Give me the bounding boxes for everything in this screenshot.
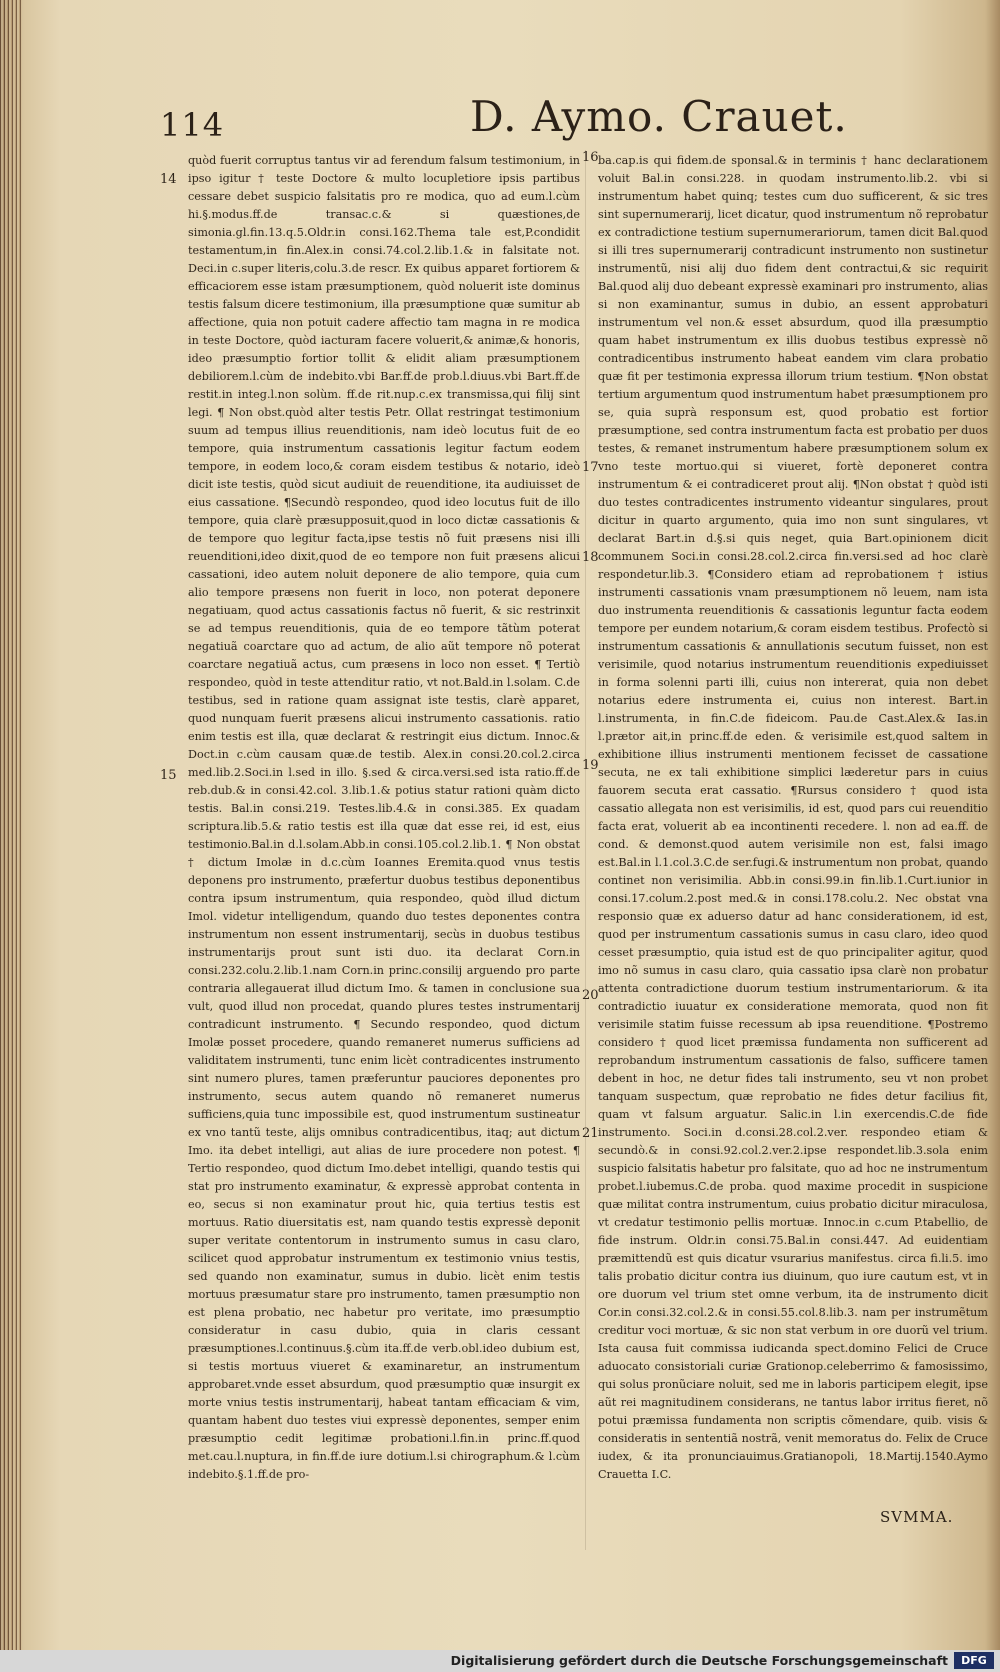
margin-number: 18 — [582, 550, 599, 565]
margin-number: 15 — [160, 768, 177, 783]
left-column — [188, 152, 580, 1484]
margin-number: 21 — [582, 1126, 599, 1141]
margin-number: 20 — [582, 988, 599, 1003]
folio-number: 114 — [160, 106, 225, 144]
footer-credit: Digitalisierung gefördert durch die Deutsche Forschungsgemeinschaft — [450, 1653, 948, 1668]
running-head: D. Aymo. Crauet. — [470, 92, 848, 141]
column-gutter — [585, 150, 586, 1550]
margin-number: 14 — [160, 172, 177, 187]
right-column — [598, 152, 988, 1484]
margin-number: 19 — [582, 758, 599, 773]
right-column-text: ba.cap.is qui fidem.de sponsal.& in terminis † hanc declarationem voluit Bal.in consi.228. in quodam instrumento.lib.2. vbi si instrumentum habet quinq; testes cum duo sufficerent, & sic tres sint supernumerarij, licet dicatur, quod instrumentum nõ reprobatur ex contradictione testium supernumerariorum, tamen dicit Bal.quod si illi tres supernumerarij contradicunt instrumento non sustinetur instrumentũ, nisi alij duo fidem dent contractui,& sic requirit Bal.quod alij duo debeant expressè examinari pro instrumento, alias si non examinantur, sumus in dubio, an essent approbaturi instrumentum vel non.& esset absurdum, quod illa præsumptio quam habet instrumentum ex illis duobus testibus expressè nõ contradicentibus instrumento habeat eandem vim clara probatio quæ fit per testimonia expressa illorum trium testium. ¶Non obstat tertium argumentum quod instrumentum habet præsumptionem pro se, quia suprà responsum est, quod probatio est fortior præsumptione, sed contra instrumentum facta est probatio per duos testes, & remanet instrumentum habere præsumptionem solum ex vno teste mortuo.qui si viueret, fortè deponeret contra instrumentum & ei contradiceret prout alij. ¶Non obstat † quòd isti duo testes contradicentes instrumento videantur singulares, prout dicitur in quarto argumento, quia imo non sunt singulares, vt declarat Bart.in d.§.si quis neget, quia Bart.opinionem dicit communem Soci.in consi.28.col.2.circa fin.versi.sed ad hoc clarè respondetur.lib.3. ¶Considero etiam ad reprobationem † istius instrumenti cassationis vnam præsumptionem nõ leuem, nam ista duo instrumenta reuenditionis & cassationis leguntur facta eodem tempore per eundem notarium,& coram eisdem testibus. Profectò si instrumentum cassationis & annullationis secutum fuisset, non est verisimile, quod notarius instrumentum reuenditionis expediuisset in forma solenni parti illi, cuius non intererat, quia non debet notarius edere instrumenta ei, cuius non interest. Bart.in l.instrumenta, in fin.C.de fideicom. Pau.de Cast.Alex.& Ias.in l.prætor ait,in princ.ff.de eden. & verisimile est,quod saltem in exhibitione illius instrumenti mentionem fecisset de cassatione secuta, ne ex tali exhibitione simplici læderetur pars in cuius fauorem secuta erat cassatio. ¶Rursus considero † quod ista cassatio allegata non est verisimilis, id est, quod pars cui reuenditio facta erat, voluerit ab ea incontinenti recedere. l. non ad ea.ff. de cond. & demonst.quod autem verisimile non est, falsi imago est.Bal.in l.1.col.3.C.de ser.fugi.& instrumentum non probat, quando continet non verisimilia. Abb.in consi.99.in fin.lib.1.Curt.iunior in consi.17.colum.2.post med.& in consi.178.colu.2. Nec obstat vna responsio quæ ex aduerso datur ad hanc considerationem, id est, quod per instrumentum cassationis sumus in casu claro, ideo quod cesset præsumptio, quia istud est de quo principaliter agitur, quod imo nõ sumus in casu claro, quia cassatio ipsa clarè non probatur attenta contradictione duorum testium instrumentariorum. & ita contradictio iuuatur ex consideratione memorata, quod non fit verisimile statim fuisse recessum ab ipsa reuenditione. ¶Postremo considero † quod licet præmissa fundamenta non sufficerent ad reprobandum instrumentum cassationis de falso, sufficere tamen debent in hoc, ne detur fides tali instrumento, seu vt non probet tanquam suspectum, quæ reprobatio ne fides detur facilius fit, quam vt falsum arguatur. Salic.in l.in exercendis.C.de fide instrumento. Soci.in d.consi.28.col.2.ver. respondeo etiam & secundò.& in consi.92.col.2.ver.2.ipse respondet.lib.3.sola enim suspicio falsitatis habetur pro falsitate, quo ad hoc ne instrumentum probet.l.iubemus.C.de proba. quod maxime procedit in suspicione quæ militat contra instrumentum, cuius probatio dicitur miraculosa, vt credatur testimonio pellis mortuæ. Innoc.in c.cum P.tabellio, de fide instrum. Oldr.in consi.75.Bal.in consi.447. Ad euidentiam præmittendũ est quis dicatur vsurarius manifestus. circa fi.li.5. imo talis probatio dicitur contra ius diuinum, quo iure cautum est, vt in ore duorum vel trium stet omne verbum, ita de instrumento dicit Cor.in consi.32.col.2.& in consi.55.col.8.lib.3. nam per instrumẽtum creditur voci mortuæ, & sic non stat verbum in ore duorũ vel trium. Ista causa fuit commissa iudicanda spect.domino Felici de Cruce aduocato consistoriali curiæ Grationop.celeberrimo & famosissimo, qui solus pronũciare noluit, sed me in laboris participem elegit, ipse aũt rei magnitudinem considerans, ne tantus labor irritus fieret, nõ potui præmissa fundamenta non scriptis cõmendare, quib. visis & consideratis in sententiã nostrã, venit memoratus do. Felix de Cruce iudex, & ita pronunciauimus.Gratianopoli, 18.Martij.1540.Aymo Crauetta I.C. — [598, 154, 988, 1481]
left-column-text: quòd fuerit corruptus tantus vir ad ferendum falsum testimonium, in ipso igitur † teste Doctore & multo locupletiore ipsis partibus cessare debet suspicio falsitatis pro re modica, quo ad eum.l.cùm hi.§.modus.ff.de transac.c.& si quæstiones,de simonia.gl.fin.13.q.5.Oldr.in consi.162.Thema tale est,P.condidit testamentum,in fin.Alex.in consi.74.col.2.lib.1.& in falsitate not. Deci.in c.super literis,colu.3.de rescr. Ex quibus apparet fortiorem & efficaciorem esse istam præsumptionem, quòd noluerit iste dominus testis falsum dicere testimonium, illa præsumptione quæ sumitur ab affectione, quia non potuit cadere affectio tam magna in re modica in teste Doctore, quòd iacturam facere voluerit,& animæ,& honoris, ideo præsumptio fortior tollit & elidit aliam præsumptionem debiliorem.l.cùm de indebito.vbi Bar.ff.de prob.l.diuus.vbi Bart.ff.de restit.in integ.l.non solùm. ff.de rit.nup.c.ex transmissa,qui filij sint legi. ¶ Non obst.quòd alter testis Petr. Ollat restringat testimonium suum ad tempus illius reuenditionis, nam ideò locutus fuit de eo tempore, quia instrumentum cassationis legitur factum eodem tempore, in eodem loco,& coram eisdem testibus & notario, ideò dicit iste testis, quòd sicut audiuit de reuenditione, ita audiuisset de eius cassatione. ¶Secundò respondeo, quod ideo locutus fuit de illo tempore, quia clarè præsupposuit,quod in loco dictæ cassationis & de tempore quo legitur facta,ipse testis nõ fuit præsens nisi illi reuenditioni,ideo dixit,quod de eo tempore non fuit præsens alicui cassationi, ideo autem noluit deponere de alio tempore, quia cum alio tempore præsens non fuerit in loco, non poterat deponere negatiuam, quod actus cassationis factus nõ fuerit, & sic restrinxit se ad tempus reuenditionis, quia de eo tempore tãtùm poterat negatiuã coarctare quo ad actum, de alio aũt tempore nõ poterat coarctare negatiuã actus, cum præsens in loco non esset. ¶ Tertiò respondeo, quòd in teste attenditur ratio, vt not.Bald.in l.solam. C.de testibus, sed in ratione quam assignat iste testis, clarè apparet, quod nunquam fuerit præsens alicui instrumento cassationis. ratio enim testis est illa, quæ declarat & restringit eius dictum. Innoc.& Doct.in c.cùm causam quæ.de testib. Alex.in consi.20.col.2.circa med.lib.2.Soci.in l.sed in illo. §.sed & circa.versi.sed ista ratio.ff.de reb.dub.& in consi.42.col. 3.lib.1.& potius statur rationi quàm dicto testis. Bal.in consi.219. Testes.lib.4.& in consi.385. Ex quadam scriptura.lib.5.& ratio testis est illa quæ dat esse rei, id est, eius testimonio.Bal.in d.l.solam.Abb.in consi.105.col.2.lib.1. ¶ Non obstat † dictum Imolæ in d.c.cùm Ioannes Eremita.quod vnus testis deponens pro instrumento, præfertur duobus testibus deponentibus contra ipsum instrumentum, quia respondeo, quòd illud dictum Imol. videtur intelligendum, quando duo testes deponentes contra instrumentum non essent instrumentarij, secùs in duobus testibus instrumentarijs prout sunt isti duo. ita declarat Corn.in consi.232.colu.2.lib.1.nam Corn.in princ.consilij arguendo pro parte contraria allegauerat illud dictum Imo. & tamen in conclusione sua vult, quod illud non procedat, quando plures testes instrumentarij contradicunt instrumento. ¶ Secundo respondeo, quod dictum Imolæ posset procedere, quando remaneret numerus sufficiens ad validitatem instrumenti, tunc enim licèt contradicentes instrumento sint numero plures, tamen præferuntur pauciores deponentes pro instrumento, secus autem quando nõ remaneret numerus sufficiens,quia tunc impossibile est, quod instrumentum sustineatur ex vno tantũ teste, alijs omnibus contradicentibus, itaq; aut dictum Imo. ita debet intelligi, aut alias de iure procedere non potest. ¶ Tertio respondeo, quod dictum Imo.debet intelligi, quando testis qui stat pro instrumento examinatur, & expressè approbat contenta in eo, secus si non examinatur prout hic, quia tertius testis est mortuus. Ratio diuersitatis est, nam quando testis expressè deponit super veritate contentorum in instrumento sumus in casu claro, scilicet quod approbatur instrumentum ex testimonio vnius testis, sed quando non examinatur, sumus in dubio. licèt enim testis mortuus præsumatur stare pro instrumento, tamen præsumptio non est plena probatio, nec habetur pro veritate, imo præsumptio consideratur in casu dubio, quia in claris cessant præsumptiones.l.continuus.§.cùm ita.ff.de verb.obl.ideo dubium est, si testis mortuus viueret & examinaretur, an instrumentum approbaret.vnde esset absurdum, quod præsumptio quæ insurgit ex morte vnius testis instrumentarij, habeat tantam efficaciam & vim, quantam habent duo testes viui expressè deponentes, semper enim præsumptio cedit legitimæ probationi.l.fin.in princ.ff.quod met.cau.l.nuptura, in fin.ff.de iure dotium.l.si chirographum.& l.cùm indebito.§.1.ff.de pro- — [188, 154, 580, 1481]
margin-number: 16 — [582, 150, 599, 165]
digitization-footer — [0, 1650, 1000, 1672]
dfg-logo-icon: DFG — [954, 1652, 994, 1669]
margin-number: 17 — [582, 460, 599, 475]
book-page-edges — [0, 0, 22, 1650]
catchword: SVMMA. — [880, 1508, 954, 1526]
